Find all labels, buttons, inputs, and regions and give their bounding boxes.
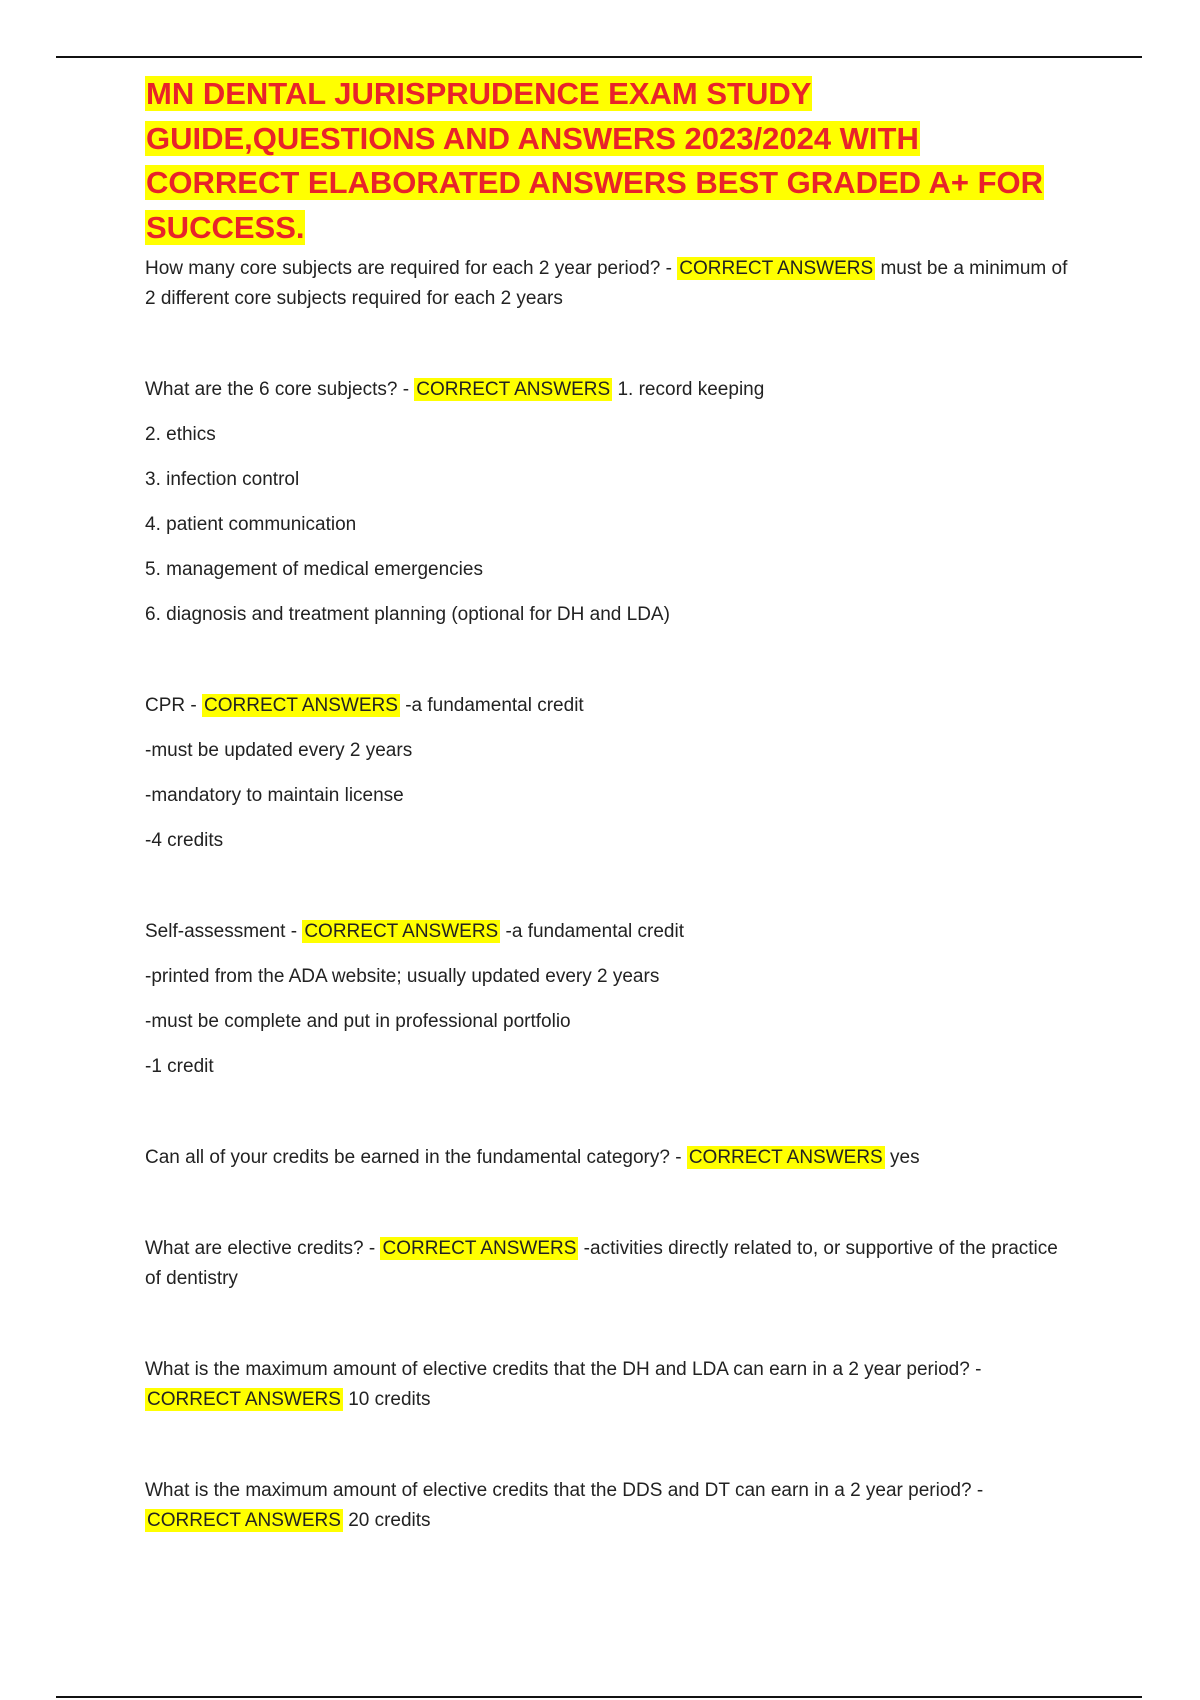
question-text: What are the 6 core subjects? - xyxy=(145,379,410,400)
answer-text: -activities directly related to, or supportive of the practice of dentistry xyxy=(145,1238,1058,1289)
qa-item xyxy=(145,1355,1075,1415)
question-text: What are elective credits? - xyxy=(145,1238,376,1259)
correct-answers-tag: CORRECT ANSWERS xyxy=(382,1238,577,1259)
correct-answers-tag: CORRECT ANSWERS xyxy=(416,379,611,400)
correct-answers-tag: CORRECT ANSWERS xyxy=(147,1510,341,1531)
answer-text: 10 credits xyxy=(348,1389,431,1410)
correct-answers-tag: CORRECT ANSWERS xyxy=(204,695,398,716)
answer-text: yes xyxy=(890,1147,920,1168)
correct-answers-tag: CORRECT ANSWERS xyxy=(147,1389,341,1410)
qa-item xyxy=(145,254,1075,314)
bottom-rule xyxy=(56,1696,1142,1698)
qa-question-line xyxy=(145,1234,1075,1294)
qa-item xyxy=(145,1476,1075,1536)
document-title-text: MN DENTAL JURISPRUDENCE EXAM STUDY GUIDE,QUESTIONS AND ANSWERS 2023/2024 WITH CORRECT ELABORATED ANSWERS BEST GRADED A+ FOR SUCCESS. xyxy=(146,76,1044,245)
correct-answers-tag: CORRECT ANSWERS xyxy=(679,258,874,279)
answer-line: -printed from the ADA website; usually updated every 2 years xyxy=(145,966,660,987)
qa-item xyxy=(145,1143,1075,1173)
qa-item xyxy=(145,375,1075,630)
answer-text: -a fundamental credit xyxy=(405,695,584,716)
answer-line: -4 credits xyxy=(145,830,224,851)
answer-line: 5. management of medical emergencies xyxy=(145,559,483,580)
qa-question-line xyxy=(145,691,1075,721)
question-text: What is the maximum amount of elective credits that the DH and LDA can earn in a 2 year period? - xyxy=(145,1359,982,1380)
answer-text: 20 credits xyxy=(348,1510,431,1531)
top-rule xyxy=(56,56,1142,58)
answer-line: -must be updated every 2 years xyxy=(145,740,413,761)
document-body xyxy=(145,72,1075,1536)
answer-text: 1. record keeping xyxy=(617,379,765,400)
qa-item xyxy=(145,917,1075,1082)
qa-item xyxy=(145,691,1075,856)
answer-line: 2. ethics xyxy=(145,424,216,445)
qa-item xyxy=(145,1234,1075,1294)
question-text: CPR - xyxy=(145,695,197,716)
correct-answers-tag: CORRECT ANSWERS xyxy=(688,1147,883,1168)
answer-line: 4. patient communication xyxy=(145,514,357,535)
document-title xyxy=(145,72,1075,250)
question-text: Can all of your credits be earned in the fundamental category? - xyxy=(145,1147,682,1168)
qa-question-line xyxy=(145,1143,1075,1173)
answer-text: -a fundamental credit xyxy=(505,921,685,942)
answer-line: 3. infection control xyxy=(145,469,300,490)
qa-question-line xyxy=(145,254,1075,314)
qa-question-line xyxy=(145,917,1075,947)
answer-text: must be a minimum of 2 different core subjects required for each 2 years xyxy=(145,258,1068,309)
question-text: How many core subjects are required for each 2 year period? - xyxy=(145,258,672,279)
qa-question-line xyxy=(145,375,1075,405)
question-text: Self-assessment - xyxy=(145,921,298,942)
correct-answers-tag: CORRECT ANSWERS xyxy=(304,921,499,942)
qa-question-line xyxy=(145,1476,1075,1536)
answer-line: 6. diagnosis and treatment planning (optional for DH and LDA) xyxy=(145,604,670,625)
answer-line: -1 credit xyxy=(145,1056,214,1077)
question-text: What is the maximum amount of elective credits that the DDS and DT can earn in a 2 year period? - xyxy=(145,1480,984,1501)
qa-question-line xyxy=(145,1355,1075,1415)
answer-line: -mandatory to maintain license xyxy=(145,785,404,806)
answer-line: -must be complete and put in professional portfolio xyxy=(145,1011,571,1032)
